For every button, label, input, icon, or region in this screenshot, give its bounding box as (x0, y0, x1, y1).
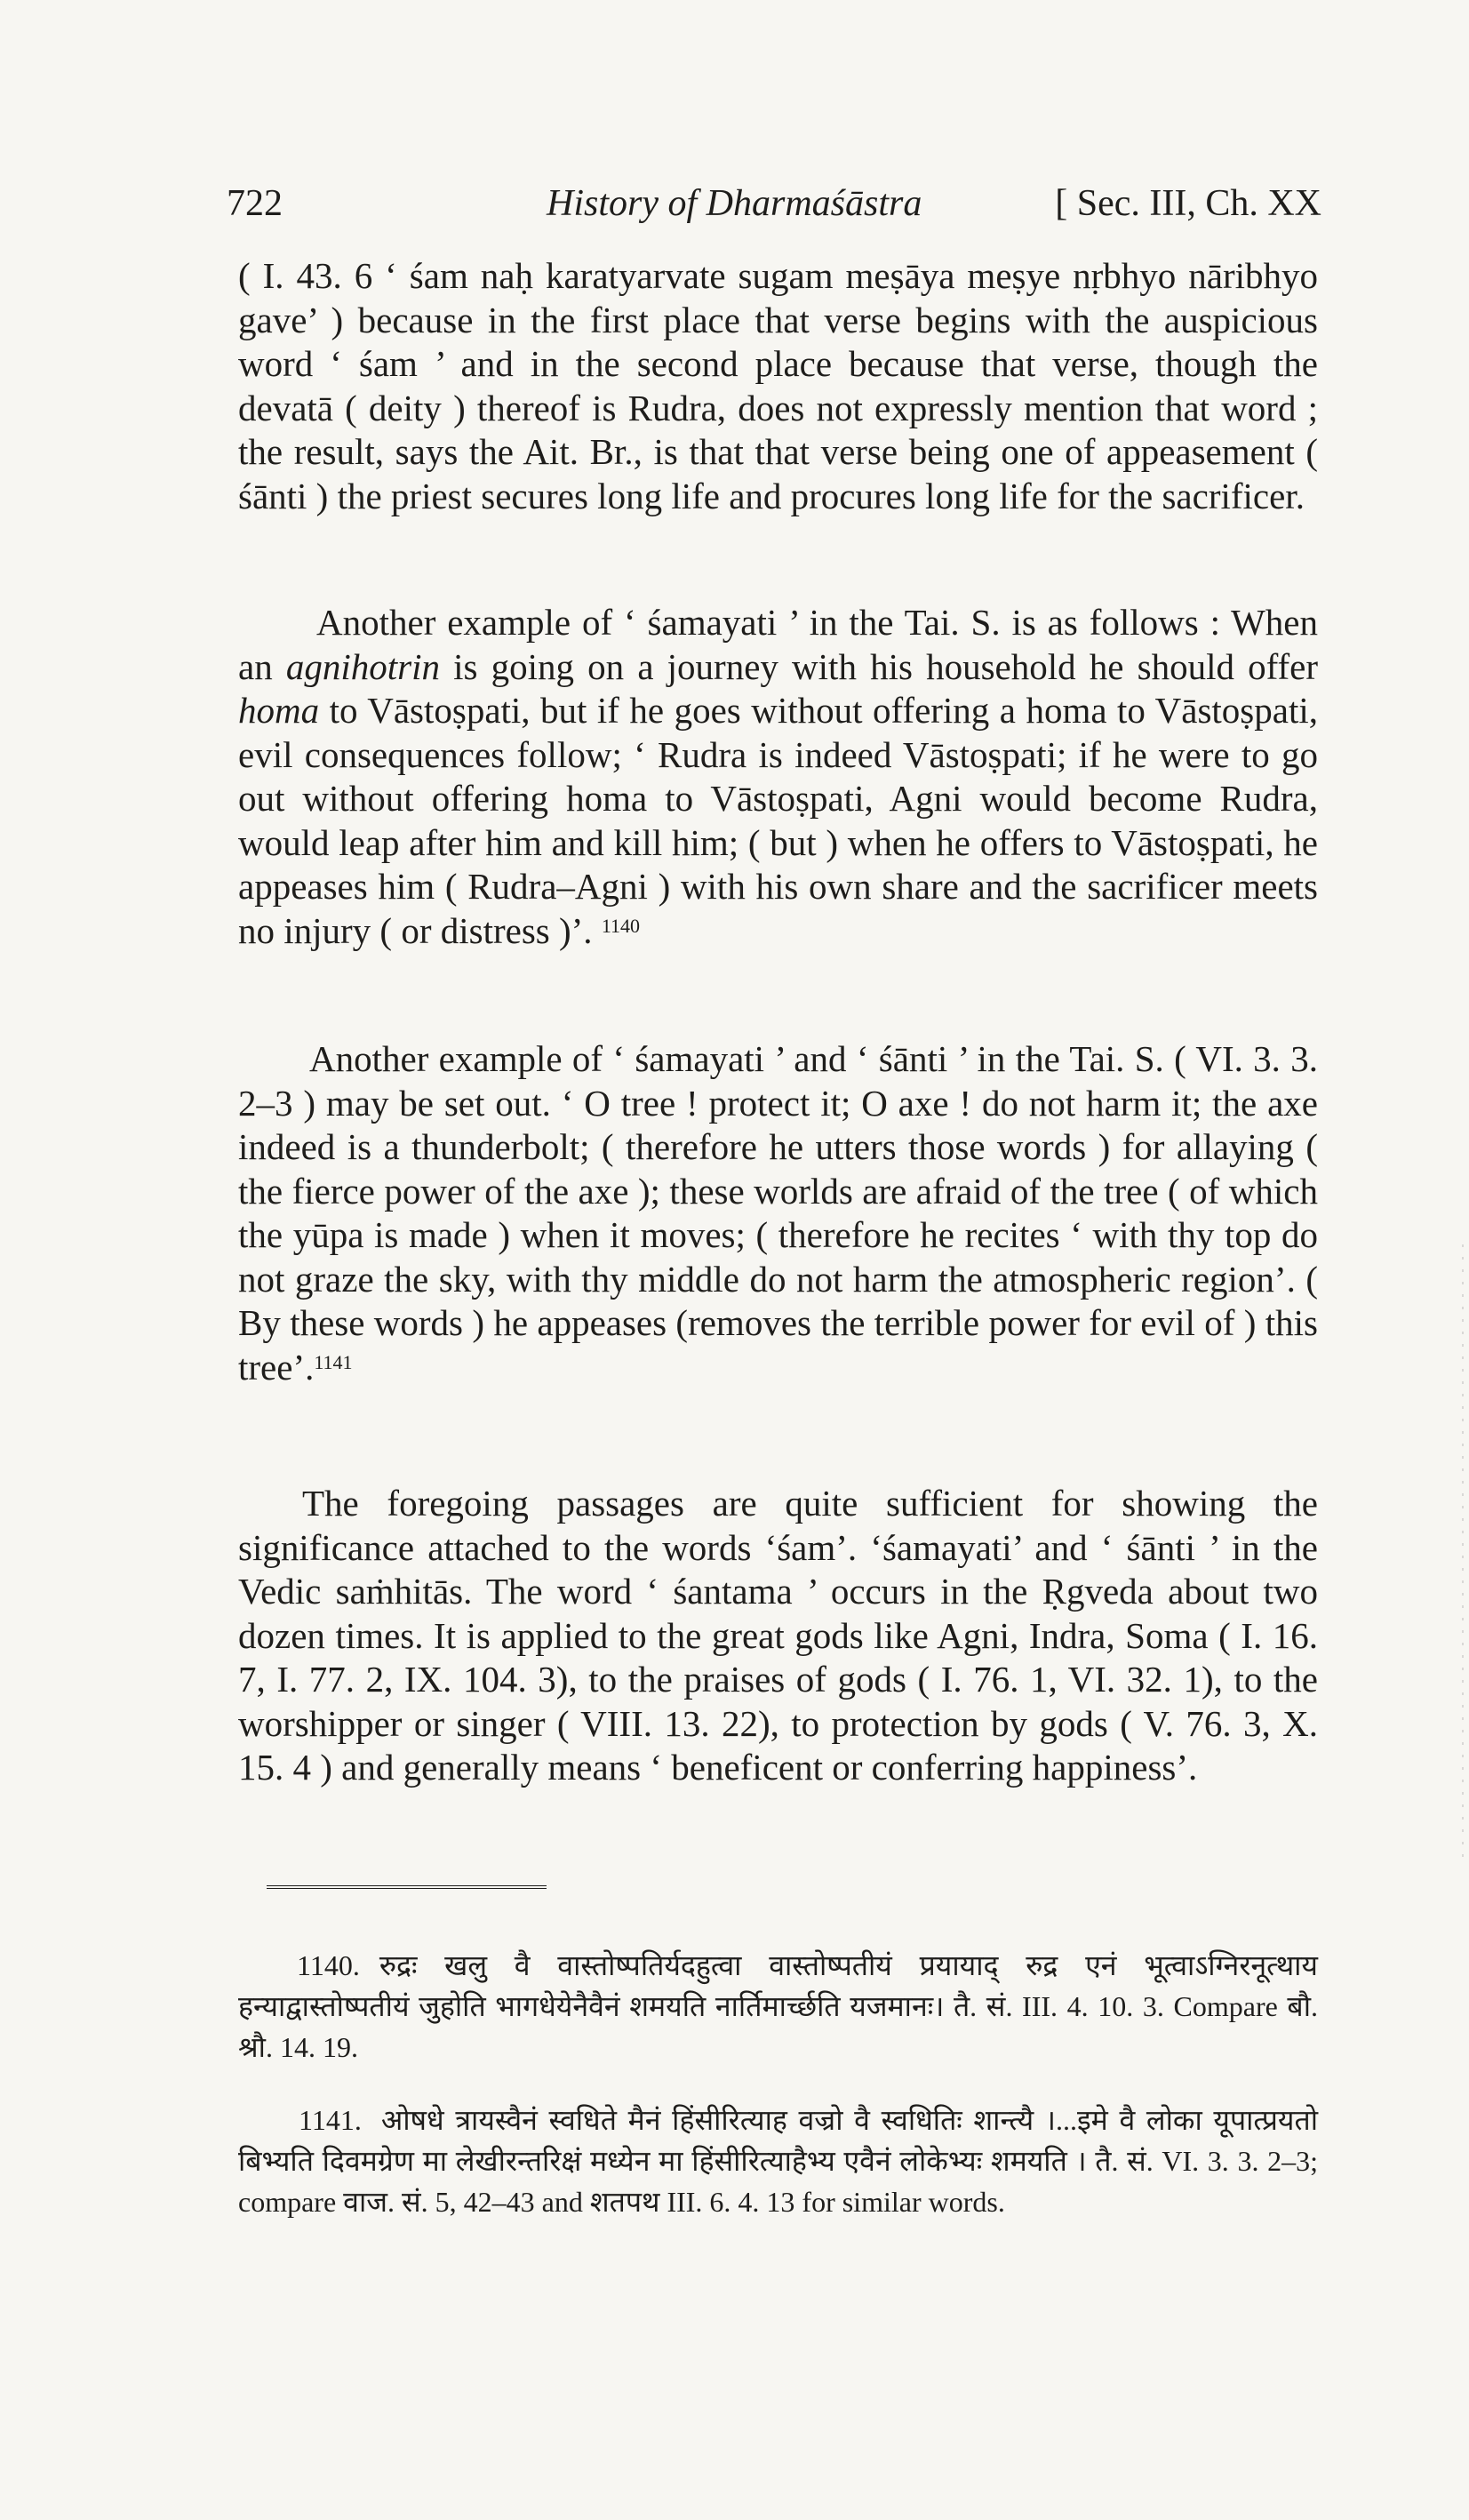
term-homa: homa (238, 690, 320, 731)
paragraph-2 (238, 601, 1318, 953)
page-number: 722 (227, 183, 283, 224)
footnote-number: 1140. (297, 1949, 360, 1981)
paragraph-2-text-e: to Vāstoṣpati, but if he goes without offering a homa to Vāstoṣpati, evil consequences follow; ‘ Rudra is indeed Vāstoṣpati; if he were to go out without offering homa to Vāstoṣpati, Agni would become Rudra, would leap after him and kill him; ( but ) when he offers to Vāstoṣpati, he appeases him ( Rudra–Agni ) with his own share and the sacrificer meets no injury ( or distress )’. (238, 690, 1318, 951)
paragraph-2-text-a: Another example of ‘ śamayati ’ in the Tai. S. is as follows : When an (238, 602, 1318, 687)
footnote-ref-1141[interactable]: 1141 (314, 1350, 353, 1373)
paragraph-1-text: ( I. 43. 6 ‘ śam naḥ karatyarvate sugam meṣāya meṣye nṛbhyo nāribhyo gave’ ) because in the first place that verse begins with the auspicious word ‘ śam ’ and in the second place because that verse, though the devatā ( deity ) thereof is Rudra, does not expressly mention that word ; the result, says the Ait. Br., is that that verse being one of appeasement ( śānti ) the priest secures long life and procures long life for the sacrificer. (238, 255, 1318, 516)
footnote-ref-1140[interactable]: 1140 (601, 914, 640, 937)
running-header (227, 182, 1321, 236)
running-title: History of Dharmaśāstra (547, 183, 922, 224)
paragraph-4-text: The foregoing passages are quite sufficient for showing the significance attached to the words ‘śam’. ‘śamayati’ and ‘ śānti ’ in the Vedic saṁhitās. The word ‘ śantama ’ occurs in the Ṛgveda about two dozen times. It is applied to the great gods like Agni, Indra, Soma ( I. 16. 7, I. 77. 2, IX. 104. 3), to the praises of gods ( I. 76. 1, VI. 32. 1), to the worshipper or singer ( VIII. 13. 22), to protection by gods ( V. 76. 3, X. 15. 4 ) and generally means ‘ beneficent or conferring happiness’. (238, 1483, 1318, 1788)
footnote-text: रुद्रः खलु वै वास्तोष्पतिर्यदहुत्वा वास्तोष्पतीयं प्रयायाद् रुद्र एनं भूत्वाऽग्निरनूत्थाय हन्याद्वास्तोष्पतीयं जुहोति भागधेयेनैवैनं शमयति नार्तिमार्च्छति यजमानः। तै. सं. III. 4. 10. 3. Compare बौ. श्रौ. 14. 19. (238, 1949, 1318, 2063)
paragraph-1 (238, 254, 1318, 518)
paragraph-2-text-c: is going on a journey with his household he should offer (453, 645, 1319, 687)
scan-edge-marks (1462, 1244, 1464, 1867)
paragraph-4 (238, 1482, 1318, 1790)
footnote-1141 (238, 2100, 1318, 2222)
paragraph-3-text: Another example of ‘ śamayati ’ and ‘ śānti ’ in the Tai. S. ( VI. 3. 3. 2–3 ) may be set out. ‘ O tree ! protect it; O axe ! do not harm it; the axe indeed is a thunderbolt; ( therefore he utters those words ) for allaying ( the fierce power of the axe ); these worlds are afraid of the tree ( of which the yūpa is made ) when it moves; ( therefore he recites ‘ with thy top do not graze the sky, with thy middle do not harm the atmospheric region’. ( By these words ) he appeases (removes the terrible power for evil of ) this tree’. (238, 1038, 1318, 1388)
term-agnihotrin: agnihotrin (285, 645, 440, 687)
paragraph-3 (238, 1037, 1318, 1389)
footnote-text: ओषधे त्रायस्वैनं स्वधिते मैनं हिंसीरित्याह वज्रो वै स्वधितिः शान्त्यै ।...इमे वै लोका यूपात्प्रयतो बिभ्यति दिवमग्रेण मा लेखीरन्तरिक्षं मध्येन मा हिंसीरित्याहैभ्य एवैनं लोकेभ्यः शमयति । तै. सं. VI. 3. 3. 2–3; compare वाज. सं. 5, 42–43 and शतपथ III. 6. 4. 13 for similar words. (238, 2104, 1318, 2218)
footnote-number: 1141. (299, 2104, 362, 2136)
section-reference: [ Sec. III, Ch. XX (1055, 183, 1321, 224)
footnote-divider (267, 1885, 547, 1889)
footnote-1140 (238, 1945, 1318, 2068)
